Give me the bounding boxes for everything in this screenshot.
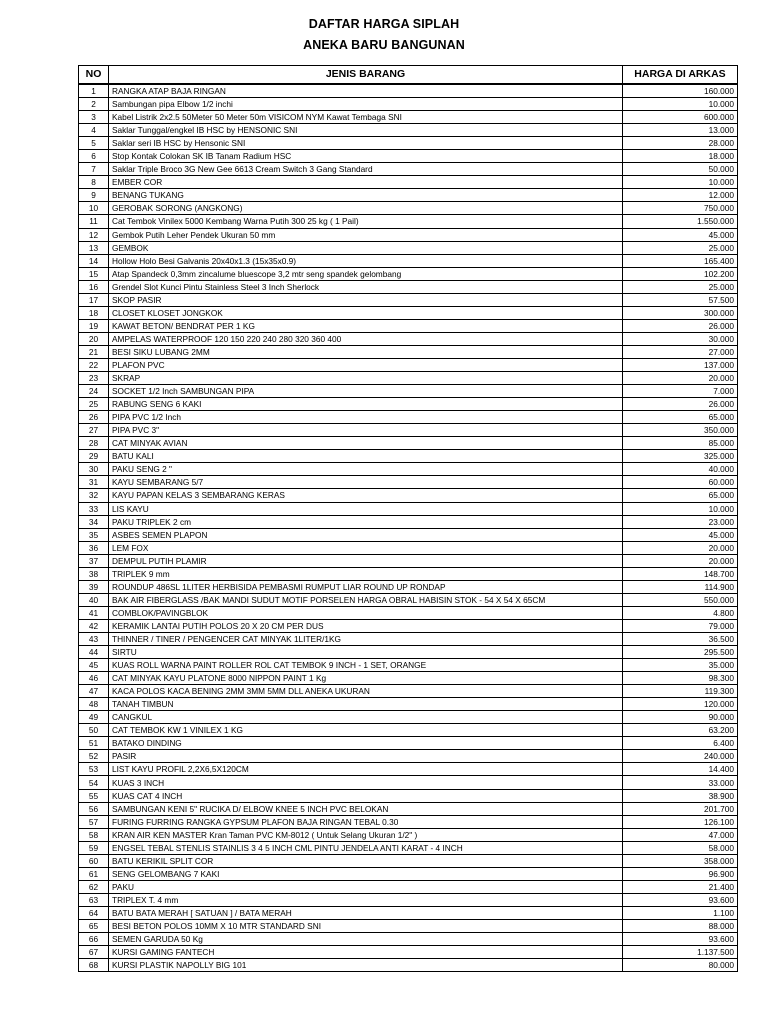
table-row	[79, 776, 738, 789]
store-name: ANEKA BARU BANGUNAN	[303, 38, 465, 52]
row-number: 33	[79, 502, 109, 515]
item-name: SENG GELOMBANG 7 KAKI	[109, 867, 623, 880]
item-price: 160.000	[623, 84, 738, 98]
row-number: 30	[79, 463, 109, 476]
table-row	[79, 606, 738, 619]
table-row	[79, 946, 738, 959]
table-row	[79, 659, 738, 672]
row-number: 21	[79, 345, 109, 358]
item-name: BAK AIR FIBERGLASS /BAK MANDI SUDUT MOTIF PORSELEN HARGA OBRAL HABISIN STOK - 54 X 54 X 65CM	[109, 593, 623, 606]
table-row	[79, 372, 738, 385]
item-name: PLAFON PVC	[109, 358, 623, 371]
item-price: 25.000	[623, 241, 738, 254]
table-row	[79, 515, 738, 528]
row-number: 63	[79, 893, 109, 906]
row-number: 44	[79, 646, 109, 659]
table-row	[79, 789, 738, 802]
table-row	[79, 541, 738, 554]
item-price: 300.000	[623, 306, 738, 319]
item-price: 750.000	[623, 202, 738, 215]
item-name: PIPA PVC 1/2 Inch	[109, 411, 623, 424]
row-number: 25	[79, 398, 109, 411]
item-price: 4.800	[623, 606, 738, 619]
table-header-row	[79, 66, 738, 85]
table-row	[79, 358, 738, 371]
row-number: 53	[79, 763, 109, 776]
row-number: 29	[79, 450, 109, 463]
item-name: RABUNG SENG 6 KAKI	[109, 398, 623, 411]
row-number: 48	[79, 698, 109, 711]
item-price: 80.000	[623, 959, 738, 972]
row-number: 37	[79, 554, 109, 567]
item-name: Cat Tembok Vinilex 5000 Kembang Warna Putih 300 25 kg ( 1 Pail)	[109, 215, 623, 228]
table-row	[79, 463, 738, 476]
document-title: DAFTAR HARGA SIPLAH	[308, 17, 460, 31]
table-row	[79, 528, 738, 541]
row-number: 18	[79, 306, 109, 319]
item-name: COMBLOK/PAVINGBLOK	[109, 606, 623, 619]
table-row	[79, 280, 738, 293]
row-number: 1	[79, 84, 109, 98]
item-name: Stop Kontak Colokan SK IB Tanam Radium HSC	[109, 150, 623, 163]
row-number: 64	[79, 906, 109, 919]
table-row	[79, 593, 738, 606]
row-number: 43	[79, 632, 109, 645]
table-row	[79, 476, 738, 489]
item-price: 63.200	[623, 724, 738, 737]
row-number: 26	[79, 411, 109, 424]
item-price: 20.000	[623, 541, 738, 554]
table-row	[79, 685, 738, 698]
item-name: ASBES SEMEN PLAPON	[109, 528, 623, 541]
row-number: 27	[79, 424, 109, 437]
table-row	[79, 880, 738, 893]
item-price: 137.000	[623, 358, 738, 371]
item-price: 79.000	[623, 619, 738, 632]
item-price: 10.000	[623, 176, 738, 189]
item-name: BATAKO DINDING	[109, 737, 623, 750]
item-name: BATU KERIKIL SPLIT COR	[109, 854, 623, 867]
table-row	[79, 815, 738, 828]
table-body	[79, 84, 738, 972]
item-price: 18.000	[623, 150, 738, 163]
item-name: Kabel Listrik 2x2.5 50Meter 50 Meter 50m VISICOM NYM Kawat Tembaga SNI	[109, 111, 623, 124]
table-row	[79, 411, 738, 424]
item-name: EMBER COR	[109, 176, 623, 189]
row-number: 62	[79, 880, 109, 893]
row-number: 45	[79, 659, 109, 672]
table-row	[79, 737, 738, 750]
item-price: 148.700	[623, 567, 738, 580]
table-row	[79, 828, 738, 841]
row-number: 3	[79, 111, 109, 124]
item-price: 21.400	[623, 880, 738, 893]
item-price: 25.000	[623, 280, 738, 293]
item-price: 47.000	[623, 828, 738, 841]
document-header	[0, 14, 768, 56]
item-price: 30.000	[623, 332, 738, 345]
item-price: 93.600	[623, 933, 738, 946]
item-name: PASIR	[109, 750, 623, 763]
table-row	[79, 672, 738, 685]
item-name: ENGSEL TEBAL STENLIS STAINLIS 3 4 5 INCH CML PINTU JENDELA ANTI KARAT - 4 INCH	[109, 841, 623, 854]
row-number: 34	[79, 515, 109, 528]
table-row	[79, 893, 738, 906]
item-name: Grendel Slot Kunci Pintu Stainless Steel 3 Inch Sherlock	[109, 280, 623, 293]
item-price: 350.000	[623, 424, 738, 437]
table-row	[79, 906, 738, 919]
item-name: RANGKA ATAP BAJA RINGAN	[109, 84, 623, 98]
item-name: PAKU	[109, 880, 623, 893]
item-name: KURSI PLASTIK NAPOLLY BIG 101	[109, 959, 623, 972]
table-row	[79, 646, 738, 659]
item-name: KAWAT BETON/ BENDRAT PER 1 KG	[109, 319, 623, 332]
table-row	[79, 933, 738, 946]
item-price: 93.600	[623, 893, 738, 906]
item-name: DEMPUL PUTIH PLAMIR	[109, 554, 623, 567]
item-name: Saklar Triple Broco 3G New Gee 6613 Cream Switch 3 Gang Standard	[109, 163, 623, 176]
item-price: 6.400	[623, 737, 738, 750]
item-price: 20.000	[623, 554, 738, 567]
item-name: BATU BATA MERAH [ SATUAN ] / BATA MERAH	[109, 906, 623, 919]
item-price: 85.000	[623, 437, 738, 450]
row-number: 36	[79, 541, 109, 554]
table-row	[79, 189, 738, 202]
item-price: 14.400	[623, 763, 738, 776]
table-row	[79, 554, 738, 567]
item-price: 1.137.500	[623, 946, 738, 959]
item-name: Sambungan pipa Elbow 1/2 inchi	[109, 98, 623, 111]
table-row	[79, 241, 738, 254]
table-row	[79, 254, 738, 267]
row-number: 4	[79, 124, 109, 137]
table-row	[79, 867, 738, 880]
item-price: 38.900	[623, 789, 738, 802]
table-row	[79, 489, 738, 502]
row-number: 46	[79, 672, 109, 685]
item-price: 240.000	[623, 750, 738, 763]
item-price: 57.500	[623, 293, 738, 306]
item-name: GEROBAK SORONG (ANGKONG)	[109, 202, 623, 215]
item-price: 65.000	[623, 489, 738, 502]
item-name: Saklar Tunggal/engkel IB HSC by HENSONIC SNI	[109, 124, 623, 137]
item-price: 10.000	[623, 98, 738, 111]
table-row	[79, 450, 738, 463]
row-number: 39	[79, 580, 109, 593]
table-row	[79, 567, 738, 580]
table-row	[79, 267, 738, 280]
row-number: 7	[79, 163, 109, 176]
item-name: BENANG TUKANG	[109, 189, 623, 202]
item-name: Hollow Holo Besi Galvanis 20x40x1.3 (15x35x0.9)	[109, 254, 623, 267]
row-number: 50	[79, 724, 109, 737]
item-name: SAMBUNGAN KENI 5" RUCIKA D/ ELBOW KNEE 5 INCH PVC BELOKAN	[109, 802, 623, 815]
item-name: Saklar seri IB HSC by Hensonic SNI	[109, 137, 623, 150]
row-number: 38	[79, 567, 109, 580]
item-price: 50.000	[623, 163, 738, 176]
item-price: 27.000	[623, 345, 738, 358]
item-price: 45.000	[623, 528, 738, 541]
row-number: 60	[79, 854, 109, 867]
table-row	[79, 84, 738, 98]
item-name: KRAN AIR KEN MASTER Kran Taman PVC KM-8012 ( Untuk Selang Ukuran 1/2" )	[109, 828, 623, 841]
table-row	[79, 959, 738, 972]
row-number: 5	[79, 137, 109, 150]
item-price: 88.000	[623, 920, 738, 933]
column-header-price: HARGA DI ARKAS	[623, 66, 738, 85]
item-name: Atap Spandeck 0,3mm zincalume bluescope 3,2 mtr seng spandek gelombang	[109, 267, 623, 280]
item-price: 98.300	[623, 672, 738, 685]
row-number: 42	[79, 619, 109, 632]
row-number: 8	[79, 176, 109, 189]
row-number: 32	[79, 489, 109, 502]
item-name: SKRAP	[109, 372, 623, 385]
price-table	[78, 65, 738, 972]
item-price: 28.000	[623, 137, 738, 150]
item-price: 7.000	[623, 385, 738, 398]
table-row	[79, 306, 738, 319]
item-name: KERAMIK LANTAI PUTIH POLOS 20 X 20 CM PER DUS	[109, 619, 623, 632]
item-price: 165.400	[623, 254, 738, 267]
table-row	[79, 619, 738, 632]
item-price: 33.000	[623, 776, 738, 789]
item-name: KUAS ROLL WARNA PAINT ROLLER ROL CAT TEMBOK 9 INCH - 1 SET, ORANGE	[109, 659, 623, 672]
row-number: 66	[79, 933, 109, 946]
item-name: KAYU SEMBARANG 5/7	[109, 476, 623, 489]
row-number: 40	[79, 593, 109, 606]
table-row	[79, 215, 738, 228]
row-number: 9	[79, 189, 109, 202]
table-row	[79, 802, 738, 815]
row-number: 56	[79, 802, 109, 815]
table-row	[79, 137, 738, 150]
row-number: 35	[79, 528, 109, 541]
row-number: 2	[79, 98, 109, 111]
row-number: 13	[79, 241, 109, 254]
item-name: AMPELAS WATERPROOF 120 150 220 240 280 320 360 400	[109, 332, 623, 345]
row-number: 41	[79, 606, 109, 619]
item-name: FURING FURRING RANGKA GYPSUM PLAFON BAJA RINGAN TEBAL 0.30	[109, 815, 623, 828]
table-row	[79, 841, 738, 854]
table-row	[79, 293, 738, 306]
row-number: 31	[79, 476, 109, 489]
item-price: 325.000	[623, 450, 738, 463]
table-row	[79, 854, 738, 867]
item-price: 102.200	[623, 267, 738, 280]
row-number: 28	[79, 437, 109, 450]
item-name: TRIPLEK 9 mm	[109, 567, 623, 580]
table-row	[79, 398, 738, 411]
row-number: 22	[79, 358, 109, 371]
item-price: 26.000	[623, 319, 738, 332]
row-number: 6	[79, 150, 109, 163]
column-header-no: NO	[79, 66, 109, 85]
row-number: 51	[79, 737, 109, 750]
table-row	[79, 98, 738, 111]
row-number: 58	[79, 828, 109, 841]
item-name: SEMEN GARUDA 50 Kg	[109, 933, 623, 946]
table-row	[79, 920, 738, 933]
item-name: LEM FOX	[109, 541, 623, 554]
item-name: PIPA PVC 3"	[109, 424, 623, 437]
table-row	[79, 632, 738, 645]
table-row	[79, 319, 738, 332]
item-price: 600.000	[623, 111, 738, 124]
row-number: 55	[79, 789, 109, 802]
table-row	[79, 111, 738, 124]
row-number: 19	[79, 319, 109, 332]
item-name: ROUNDUP 486SL 1LITER HERBISIDA PEMBASMI RUMPUT LIAR ROUND UP RONDAP	[109, 580, 623, 593]
item-price: 20.000	[623, 372, 738, 385]
row-number: 65	[79, 920, 109, 933]
row-number: 52	[79, 750, 109, 763]
item-price: 126.100	[623, 815, 738, 828]
item-name: BATU KALI	[109, 450, 623, 463]
row-number: 11	[79, 215, 109, 228]
item-name: PAKU SENG 2 "	[109, 463, 623, 476]
table-row	[79, 202, 738, 215]
table-row	[79, 698, 738, 711]
table-row	[79, 502, 738, 515]
item-price: 90.000	[623, 711, 738, 724]
column-header-item: JENIS BARANG	[109, 66, 623, 85]
item-name: CAT TEMBOK KW 1 VINILEX 1 KG	[109, 724, 623, 737]
table-row	[79, 385, 738, 398]
row-number: 54	[79, 776, 109, 789]
item-name: Gembok Putih Leher Pendek Ukuran 50 mm	[109, 228, 623, 241]
row-number: 59	[79, 841, 109, 854]
item-name: KURSI GAMING FANTECH	[109, 946, 623, 959]
row-number: 68	[79, 959, 109, 972]
table-row	[79, 437, 738, 450]
row-number: 16	[79, 280, 109, 293]
item-price: 23.000	[623, 515, 738, 528]
item-name: KUAS CAT 4 INCH	[109, 789, 623, 802]
item-name: KAYU PAPAN KELAS 3 SEMBARANG KERAS	[109, 489, 623, 502]
item-price: 10.000	[623, 502, 738, 515]
row-number: 57	[79, 815, 109, 828]
item-name: CAT MINYAK KAYU PLATONE 8000 NIPPON PAINT 1 Kg	[109, 672, 623, 685]
table-row	[79, 345, 738, 358]
item-name: BESI SIKU LUBANG 2MM	[109, 345, 623, 358]
row-number: 67	[79, 946, 109, 959]
item-price: 36.500	[623, 632, 738, 645]
table-row	[79, 711, 738, 724]
table-row	[79, 724, 738, 737]
item-price: 96.900	[623, 867, 738, 880]
table-row	[79, 332, 738, 345]
item-price: 40.000	[623, 463, 738, 476]
item-name: CAT MINYAK AVIAN	[109, 437, 623, 450]
item-name: KUAS 3 INCH	[109, 776, 623, 789]
item-price: 60.000	[623, 476, 738, 489]
table-row	[79, 763, 738, 776]
item-name: LIS KAYU	[109, 502, 623, 515]
row-number: 12	[79, 228, 109, 241]
item-name: TANAH TIMBUN	[109, 698, 623, 711]
table-row	[79, 750, 738, 763]
item-price: 13.000	[623, 124, 738, 137]
item-name: SKOP PASIR	[109, 293, 623, 306]
item-name: BESI BETON POLOS 10MM X 10 MTR STANDARD SNI	[109, 920, 623, 933]
item-name: TRIPLEX T. 4 mm	[109, 893, 623, 906]
table-row	[79, 163, 738, 176]
item-name: THINNER / TINER / PENGENCER CAT MINYAK 1LITER/1KG	[109, 632, 623, 645]
table-row	[79, 124, 738, 137]
item-price: 65.000	[623, 411, 738, 424]
item-price: 119.300	[623, 685, 738, 698]
item-price: 58.000	[623, 841, 738, 854]
item-name: SOCKET 1/2 Inch SAMBUNGAN PIPA	[109, 385, 623, 398]
row-number: 15	[79, 267, 109, 280]
table-row	[79, 580, 738, 593]
item-price: 45.000	[623, 228, 738, 241]
row-number: 20	[79, 332, 109, 345]
table-row	[79, 176, 738, 189]
item-price: 358.000	[623, 854, 738, 867]
item-price: 1.550.000	[623, 215, 738, 228]
table-row	[79, 424, 738, 437]
row-number: 24	[79, 385, 109, 398]
item-name: CLOSET KLOSET JONGKOK	[109, 306, 623, 319]
item-price: 550.000	[623, 593, 738, 606]
item-price: 295.500	[623, 646, 738, 659]
item-price: 114.900	[623, 580, 738, 593]
item-name: LIST KAYU PROFIL 2,2X6,5X120CM	[109, 763, 623, 776]
row-number: 49	[79, 711, 109, 724]
row-number: 17	[79, 293, 109, 306]
row-number: 47	[79, 685, 109, 698]
item-price: 1.100	[623, 906, 738, 919]
item-name: KACA POLOS KACA BENING 2MM 3MM 5MM DLL ANEKA UKURAN	[109, 685, 623, 698]
item-price: 26.000	[623, 398, 738, 411]
item-price: 35.000	[623, 659, 738, 672]
item-price: 120.000	[623, 698, 738, 711]
item-name: SIRTU	[109, 646, 623, 659]
item-name: PAKU TRIPLEK 2 cm	[109, 515, 623, 528]
item-price: 201.700	[623, 802, 738, 815]
row-number: 23	[79, 372, 109, 385]
item-price: 12.000	[623, 189, 738, 202]
row-number: 61	[79, 867, 109, 880]
row-number: 10	[79, 202, 109, 215]
table-row	[79, 228, 738, 241]
item-name: CANGKUL	[109, 711, 623, 724]
table-row	[79, 150, 738, 163]
row-number: 14	[79, 254, 109, 267]
item-name: GEMBOK	[109, 241, 623, 254]
